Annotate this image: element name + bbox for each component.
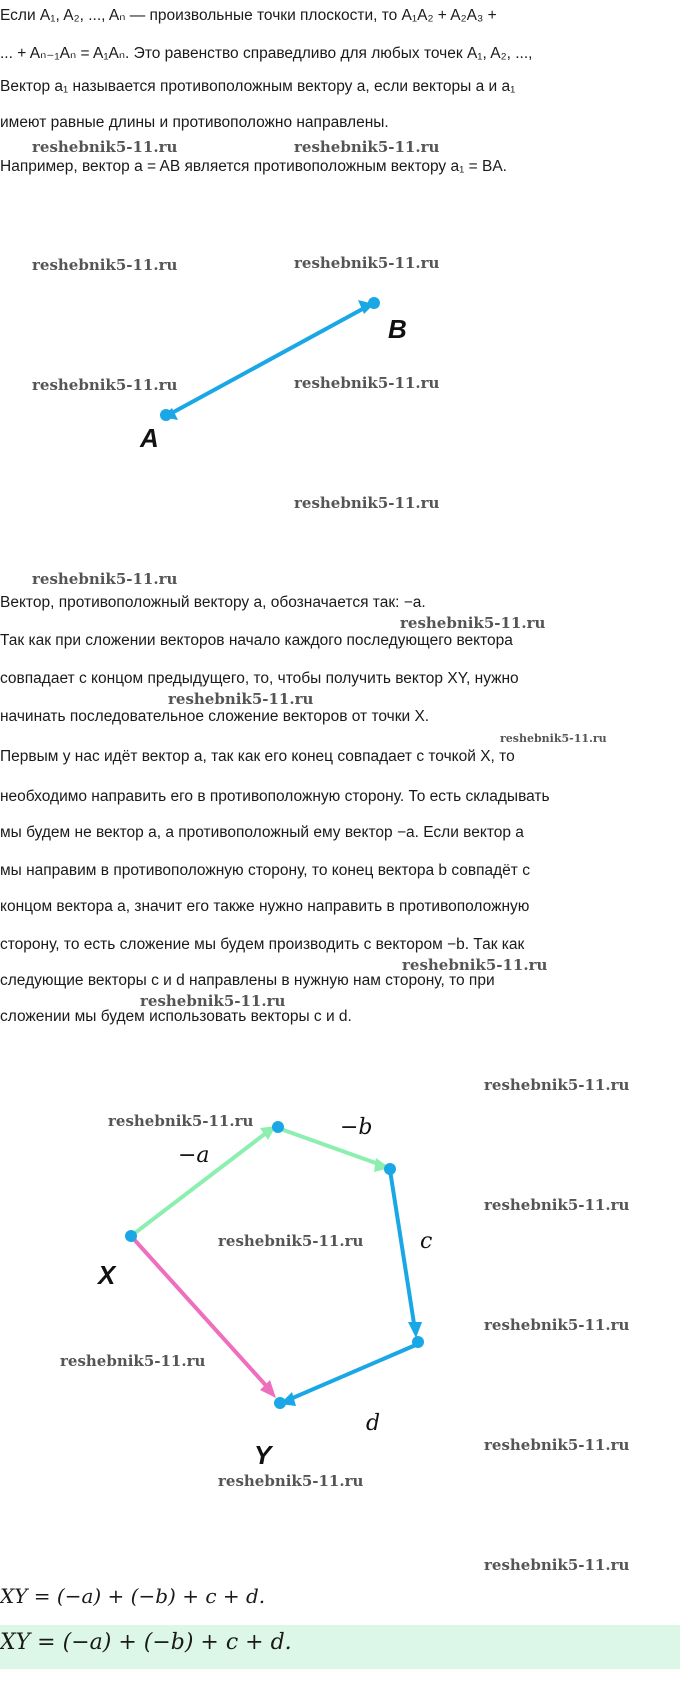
text-line-16: следующие векторы c и d направлены в нужную нам сторону, то при — [0, 972, 495, 989]
text-line-9: начинать последовательное сложение векторов от точки X. — [0, 708, 430, 725]
watermark: reshebnik5-11.ru — [218, 1472, 364, 1490]
point-x-label: X — [98, 1260, 116, 1290]
text-line-3: Вектор a₁ называется противоположным вектору a, если векторы a и a₁ — [0, 78, 516, 95]
text-line-17: сложении мы будем использовать векторы c и d. — [0, 1008, 352, 1025]
label-c: c — [420, 1229, 433, 1254]
figure-vector-sum — [0, 1060, 680, 1490]
text-line-2: ... + Aₙ₋₁Aₙ = A₁Aₙ. Это равенство справедливо для любых точек A₁, A₂, ..., — [0, 45, 533, 62]
watermark: reshebnik5-11.ru — [294, 138, 440, 156]
label-neg-a: −a — [178, 1143, 210, 1168]
watermark: reshebnik5-11.ru — [484, 1556, 630, 1574]
point-b-label: B — [388, 314, 407, 344]
text-line-5: Например, вектор a = AB является противоположным вектору a₁ = BA. — [0, 158, 507, 175]
point-x-dot — [125, 1230, 137, 1242]
point-b-dot — [368, 297, 380, 309]
vector-ab-arrow-to-b — [170, 306, 368, 414]
watermark: reshebnik5-11.ru — [60, 1352, 206, 1370]
text-line-7: Так как при сложении векторов начало каждого последующего вектора — [0, 632, 513, 649]
watermark: reshebnik5-11.ru — [294, 494, 440, 512]
text-line-12: мы будем не вектор a, а противоположный ему вектор −a. Если вектор a — [0, 824, 524, 841]
watermark: reshebnik5-11.ru — [108, 1112, 254, 1130]
point-y-label: Y — [254, 1440, 272, 1470]
watermark: reshebnik5-11.ru — [140, 992, 286, 1010]
text-line-15: сторону, то есть сложение мы будем производить с вектором −b. Так как — [0, 936, 525, 953]
text-line-8: совпадает с концом предыдущего, то, чтобы получить вектор XY, нужно — [0, 670, 519, 687]
formula-answer: XY = (−a) + (−b) + c + d. — [0, 1630, 292, 1655]
point-a-label: A — [140, 423, 159, 453]
point-p1-dot — [272, 1121, 284, 1133]
watermark: reshebnik5-11.ru — [168, 690, 314, 708]
text-line-10: Первым у нас идёт вектор a, так как его конец совпадает с точкой X, то — [0, 748, 515, 765]
watermark: reshebnik5-11.ru — [484, 1436, 630, 1454]
text-line-11: необходимо направить его в противоположную сторону. То есть складывать — [0, 788, 550, 805]
watermark: reshebnik5-11.ru — [218, 1232, 364, 1250]
watermark: reshebnik5-11.ru — [500, 732, 607, 745]
watermark: reshebnik5-11.ru — [402, 956, 548, 974]
point-p2-dot — [384, 1163, 396, 1175]
point-y-dot — [274, 1397, 286, 1409]
text-line-13: мы направим в противоположную сторону, то конец вектора b совпадёт с — [0, 862, 530, 879]
watermark: reshebnik5-11.ru — [294, 254, 440, 272]
text-line-14: концом вектора a, значит его также нужно направить в противоположную — [0, 898, 530, 915]
text-line-1: Если A₁, A₂, ..., Aₙ — произвольные точки плоскости, то A₁A₂ + A₂A₃ + — [0, 7, 497, 24]
watermark: reshebnik5-11.ru — [294, 374, 440, 392]
watermark: reshebnik5-11.ru — [32, 376, 178, 394]
watermark: reshebnik5-11.ru — [32, 256, 178, 274]
watermark: reshebnik5-11.ru — [484, 1196, 630, 1214]
watermark: reshebnik5-11.ru — [32, 570, 178, 588]
text-line-4: имеют равные длины и противоположно направлены. — [0, 114, 389, 131]
label-d: d — [366, 1411, 381, 1436]
arrowhead-c — [408, 1322, 422, 1338]
vector-c — [390, 1170, 415, 1330]
vector-d — [288, 1344, 418, 1400]
label-neg-b: −b — [340, 1115, 373, 1140]
watermark: reshebnik5-11.ru — [484, 1076, 630, 1094]
point-p3-dot — [412, 1336, 424, 1348]
watermark: reshebnik5-11.ru — [32, 138, 178, 156]
point-a-dot — [160, 409, 172, 421]
watermark: reshebnik5-11.ru — [484, 1316, 630, 1334]
watermark: reshebnik5-11.ru — [400, 614, 546, 632]
text-line-6: Вектор, противоположный вектору a, обозначается так: −a. — [0, 594, 426, 611]
formula-result: XY = (−a) + (−b) + c + d. — [0, 1584, 266, 1608]
